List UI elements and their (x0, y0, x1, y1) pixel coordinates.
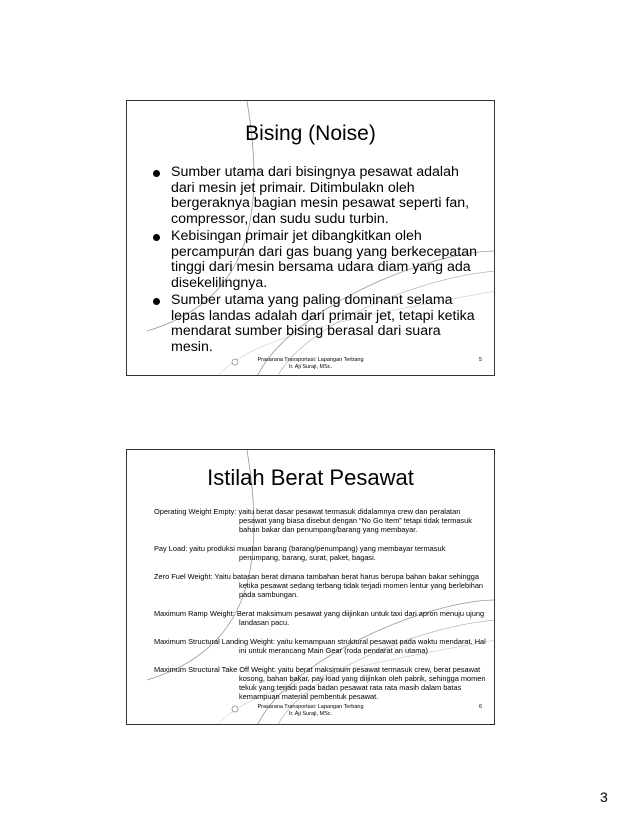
slide-istilah-berat-pesawat (126, 449, 495, 725)
bullet-dot-icon (153, 170, 160, 177)
bullet-dot-icon (153, 298, 160, 305)
definition-item: Maximum Structural Take Off Weight: yaitu berat maksimum pesawat termasuk crew, berat pesawat kosong, bahan bakar, pay load yang diijinkan oleh pabrik, sehingga momen tekuk yang terjadi pada badan pesawat rata rata masih dalam batas kemampuan material pembentuk pesawat. (154, 665, 486, 701)
bullet-dot-icon (153, 234, 160, 241)
definition-item: Operating Weight Empty: yaitu berat dasar pesawat termasuk didalamnya crew dan peralatan pesawat yang biasa disebut dengan “No Go Item” tetapi tidak termasuk bahan bakar dan penumpang/barang yang membayar. (154, 507, 472, 534)
definition-list (154, 507, 489, 711)
slide-title: Istilah Berat Pesawat (207, 465, 414, 490)
page-number: 3 (600, 789, 608, 805)
bullet-item: Kebisingan primair jet dibangkitkan oleh percampuran dari gas buang yang berkecepatan tinggi dari mesin bersama udara diam yang ada disekelilingnya. (151, 229, 486, 291)
slide-footer: Prasarana Transportasi: Lapangan Terbang Ir. Aji Suraji, MSc. (257, 704, 364, 717)
bullet-list (151, 165, 486, 357)
definition-item: Zero Fuel Weight: Yaitu batasan berat dimana tambahan berat harus berupa bahan bakar sehingga ketika pesawat sedang terbang tidak terjadi momen lentur yang berlebihan pada sambungan. (154, 572, 484, 599)
slide-bising-noise (126, 100, 495, 376)
slide-title: Bising (Noise) (245, 122, 376, 145)
bullet-item: Sumber utama dari bisingnya pesawat adalah dari mesin jet primair. Ditimbulakn oleh bergeraknya bagian mesin pesawat seperti fan, compressor, dan sudu sudu turbin. (151, 165, 486, 227)
bullet-item: Sumber utama yang paling dominant selama lepas landas adalah dari primair jet, tetapi ketika mendarat sumber bising berasal dari suara mesin. (151, 293, 486, 355)
definition-item: Pay Load: yaitu produksi muatan barang (barang/penumpang) yang membayar termasuk penumpang, barang, surat, paket, bagasi. (154, 544, 446, 562)
slide-footer: Prasarana Transportasi: Lapangan Terbang Ir. Aji Suraji, MSc. (257, 357, 364, 370)
definition-item: Maximum Ramp Weight: Berat maksimum pesawat yang diijinkan untuk taxi dari apron menuju ujung landasan pacu. (154, 609, 485, 627)
slide-number: 5 (478, 357, 482, 363)
slide-number: 6 (478, 704, 482, 710)
definition-item: Maximum Structural Landing Weight: yaitu kemampuan struktural pesawat pada waktu mendarat. Hal ini untuk merancang Main Gear (roda pendarat an utama) (154, 637, 486, 655)
